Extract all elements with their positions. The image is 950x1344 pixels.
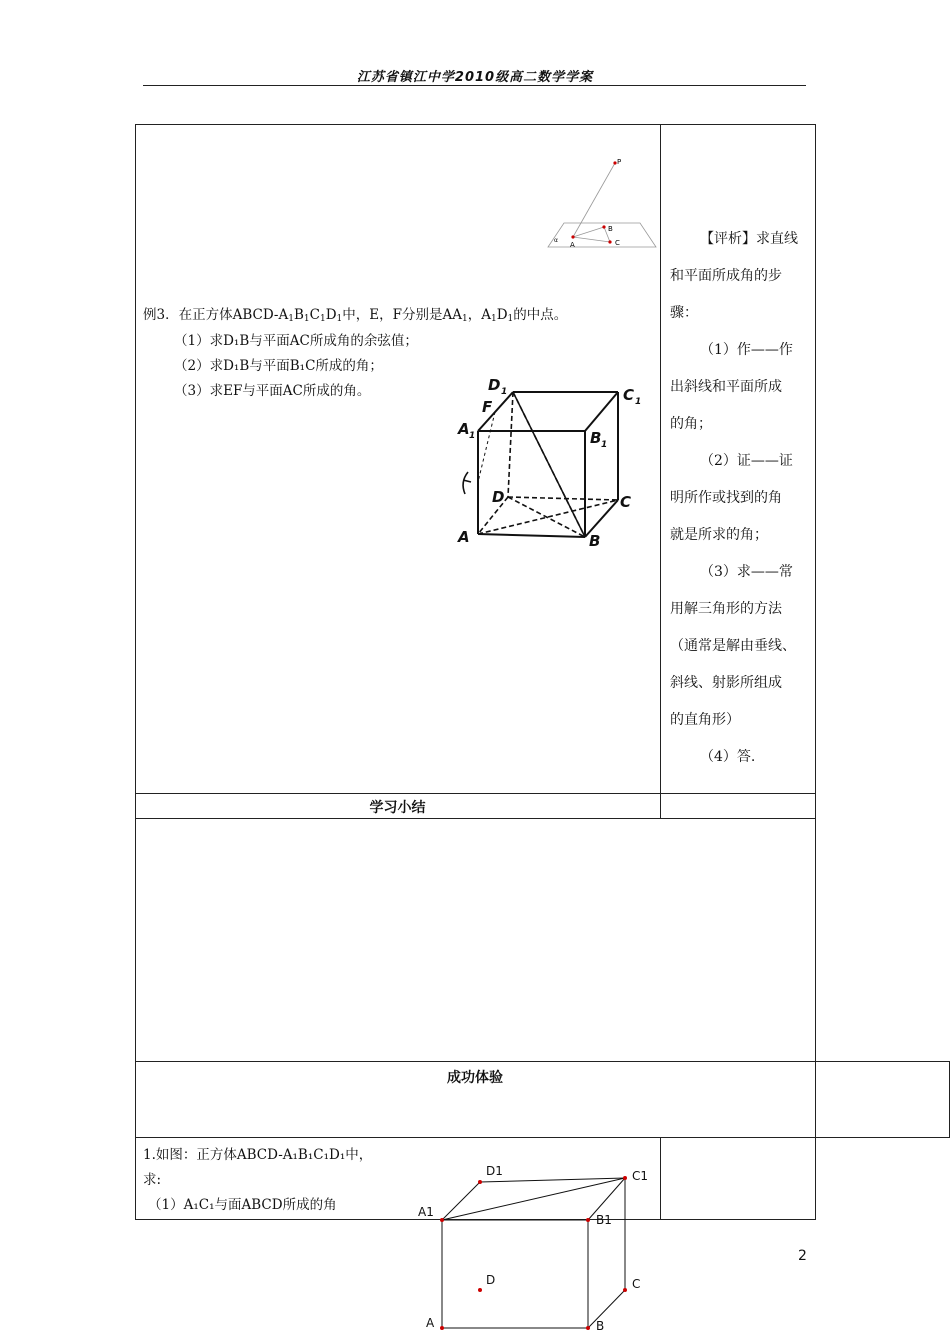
cube2-label-b1: B1 xyxy=(596,1213,612,1227)
comment-line: 的角； xyxy=(670,416,712,432)
cube2-label-d: D xyxy=(486,1273,496,1287)
svg-text:1: 1 xyxy=(635,397,642,407)
example3-q2: （2）求D₁B与平面B₁C所成的角； xyxy=(174,358,383,374)
cube1-label-c1: C xyxy=(623,386,635,404)
comment-line: （3）求——常 xyxy=(700,564,793,580)
comment-line: 和平面所成角的步 xyxy=(670,268,782,284)
example3-intro: 例3．在正方体ABCD-$A_1B_1C_1D_1$中，E，F分别是$AA_1$，$A_1D_1$的中点。 xyxy=(143,307,568,324)
comment-line: 出斜线和平面所成 xyxy=(670,379,782,395)
plane-figure xyxy=(540,155,660,255)
plane-label-b: B xyxy=(608,225,613,233)
plane-label-alpha: α xyxy=(554,237,558,244)
exercise1-line3: （1）A₁C₁与面ABCD所成的角 xyxy=(148,1197,337,1213)
cube1-label-b: B xyxy=(589,532,601,550)
comment-line: （4）答. xyxy=(700,749,756,765)
cube2-label-d1: D1 xyxy=(486,1164,503,1178)
svg-text:1: 1 xyxy=(501,387,508,397)
comment-line: 骤： xyxy=(670,305,698,321)
cube2-label-c1: C1 xyxy=(632,1169,649,1183)
exercise1-line1: 1.如图：正方体ABCD-A₁B₁C₁D₁中， xyxy=(143,1147,373,1163)
example3-q1: （1）求D₁B与平面AC所成角的余弦值； xyxy=(174,333,418,349)
comment-line: （1）作——作 xyxy=(700,342,793,358)
cube1-label-d1: D xyxy=(488,376,501,394)
cube2-label-c: C xyxy=(632,1277,641,1291)
cube1-label-a1: A xyxy=(458,420,470,438)
practice-title: 成功体验 xyxy=(447,1070,503,1086)
cube2-label-b: B xyxy=(596,1319,605,1333)
comment-line: 【评析】求直线 xyxy=(700,231,798,247)
svg-text:1: 1 xyxy=(469,431,476,441)
example3-q3: （3）求EF与平面AC所成的角。 xyxy=(174,383,371,399)
exercise1-line2: 求: xyxy=(143,1172,162,1188)
comment-line: （通常是解由垂线、 xyxy=(670,638,796,654)
cube1-label-a: A xyxy=(458,528,470,546)
cube-figure-2 xyxy=(410,1160,660,1344)
cube1-label-d: D xyxy=(492,488,505,506)
plane-label-a: A xyxy=(570,241,575,249)
page-header-title: 江苏省镇江中学2010级高二数学学案 xyxy=(356,70,594,85)
header-rule xyxy=(143,85,806,86)
comment-line: （2）证——证 xyxy=(700,453,793,469)
summary-title: 学习小结 xyxy=(369,800,426,816)
page-number: 2 xyxy=(798,1248,807,1264)
comment-line: 的直角形） xyxy=(670,712,740,728)
cube1-label-f: F xyxy=(482,398,493,416)
plane-label-p: P xyxy=(617,158,622,166)
comment-line: 斜线、射影所组成 xyxy=(670,675,782,691)
comment-line: 明所作或找到的角 xyxy=(670,490,782,506)
cube1-label-c: C xyxy=(620,493,632,511)
comment-line: 用解三角形的方法 xyxy=(670,601,782,617)
comment-line: 就是所求的角； xyxy=(670,527,768,543)
comment-column xyxy=(670,221,812,776)
cube2-label-a: A xyxy=(426,1316,435,1330)
cube2-label-a1: A1 xyxy=(418,1205,434,1219)
cube-figure-1 xyxy=(450,372,650,557)
plane-label-c: C xyxy=(615,239,620,247)
cube1-label-b1: B xyxy=(590,429,602,447)
svg-text:1: 1 xyxy=(601,440,608,450)
